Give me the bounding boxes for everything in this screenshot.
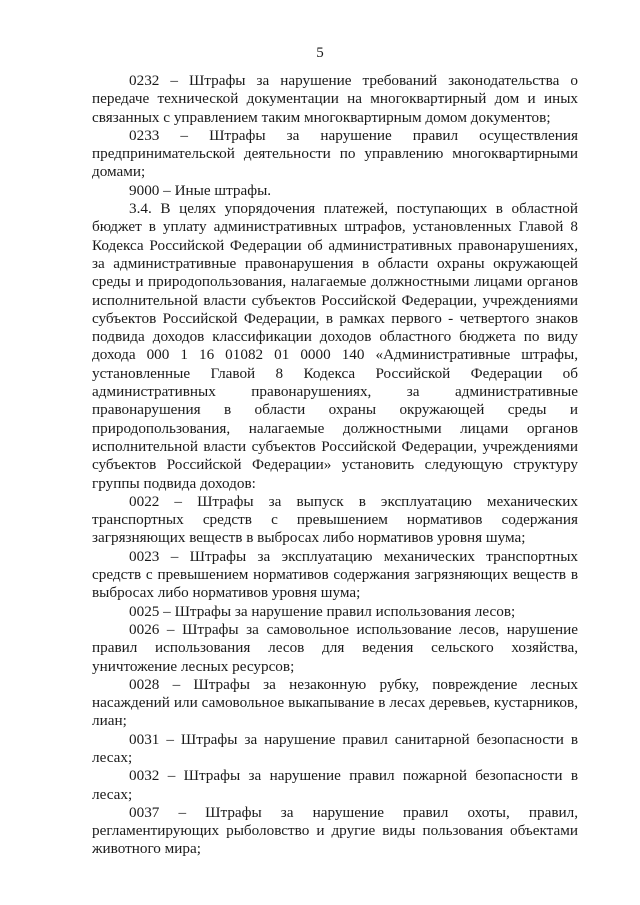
paragraph-code-0031: 0031 – Штрафы за нарушение правил санитарной безопасности в лесах; [92, 730, 578, 766]
page-number: 5 [316, 45, 324, 61]
paragraph-code-0025: 0025 – Штрафы за нарушение правил использования лесов; [129, 602, 516, 620]
paragraph-section-3-4: 3.4. В целях упорядочения платежей, поступающих в областной бюджет в уплату административных штрафов, установленных Главой 8 Кодекса Российской Федерации об административных правонарушениях, за административные правонарушения в области охраны окружающей среды и природопользования, налагаемые должностными лицами органов исполнительной власти субъектов Российской Федерации, учреждениями субъектов Российской Федерации, в рамках первого - четвертого знаков подвида доходов классификации доходов областного бюджета по виду дохода 000 1 16 01082 01 0000 140 «Административные штрафы, установленные Главой 8 Кодекса Российской Федерации об административных правонарушениях, за административные правонарушения в области охраны окружающей среды и природопользования, налагаемые должностными лицами органов исполнительной власти субъектов Российской Федерации, учреждениями субъектов Российской Федерации» установить следующую структуру группы подвида доходов: [92, 200, 578, 492]
paragraph-code-0232: 0232 – Штрафы за нарушение требований законодательства о передаче технической документации на многоквартирный дом и иных связанных с управлением таким многоквартирным домом документов; [92, 72, 578, 126]
paragraph-code-0028: 0028 – Штрафы за незаконную рубку, повреждение лесных насаждений или самовольное выкапывание в лесах деревьев, кустарников, лиан; [92, 675, 578, 730]
paragraph-code-9000: 9000 – Иные штрафы. [129, 181, 272, 199]
paragraph-code-0037: 0037 – Штрафы за нарушение правил охоты, правил, регламентирующих рыболовство и другие виды пользования объектами животного мира; [92, 803, 578, 858]
paragraph-code-0233: 0233 – Штрафы за нарушение правил осуществления предпринимательской деятельности по управлению многоквартирными домами; [92, 126, 578, 181]
paragraph-code-0023: 0023 – Штрафы за эксплуатацию механических транспортных средств с превышением нормативов содержания загрязняющих веществ в выбросах либо нормативов уровня шума; [92, 547, 578, 602]
paragraph-code-0026: 0026 – Штрафы за самовольное использование лесов, нарушение правил использования лесов для ведения сельского хозяйства, уничтожение лесных ресурсов; [92, 620, 578, 675]
paragraph-code-0032: 0032 – Штрафы за нарушение правил пожарной безопасности в лесах; [92, 767, 578, 803]
document-body [92, 72, 578, 859]
paragraph-code-0022: 0022 – Штрафы за выпуск в эксплуатацию механических транспортных средств с превышением нормативов содержания загрязняющих веществ в выбросах либо нормативов уровня шума; [92, 492, 578, 547]
